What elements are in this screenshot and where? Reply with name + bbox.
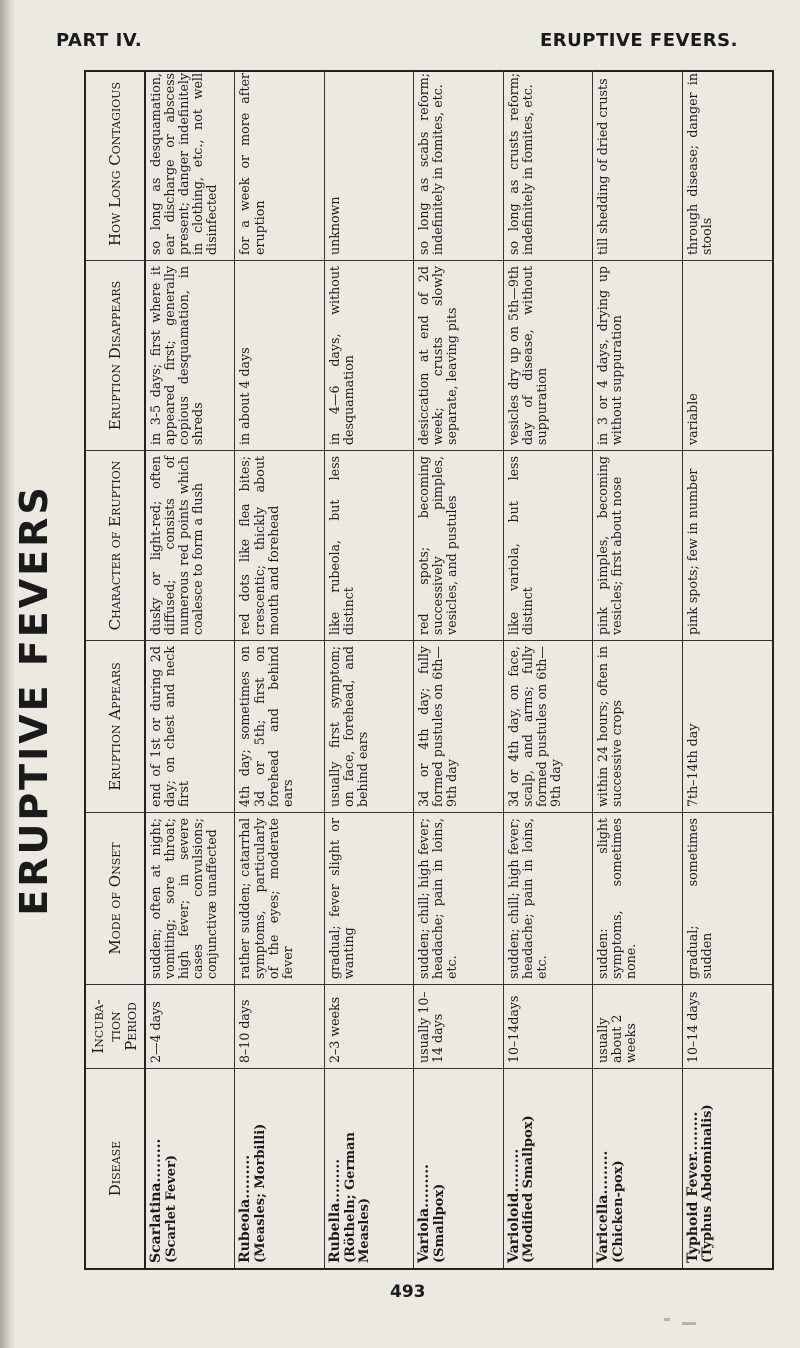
character-cell: like variola, but less distinct xyxy=(504,450,593,640)
disease-name: Rubeola......... xyxy=(237,1154,254,1263)
character-cell: like rubeola, but less distinct xyxy=(325,450,414,640)
disease-name-cell xyxy=(325,1068,414,1268)
contagious-cell: so long as desquamation, ear discharge or abscess present; danger indefinitely in clothing, etc., not well disinfected xyxy=(146,70,235,260)
disease-name: Typhoid Fever......... xyxy=(684,1111,701,1263)
character-cell: red dots like flea bites; crescentic; thickly about mouth and forehead xyxy=(235,450,324,640)
header-onset: Mode of Onset xyxy=(86,812,146,984)
character-cell: red spots; becoming successively pimples, vesicles, and pustules xyxy=(414,450,503,640)
incubation-cell: usually 10–14 days xyxy=(414,984,503,1068)
disease-alt-name: (Modified Smallpox) xyxy=(521,1115,537,1263)
header-eruption-appears: Eruption Appears xyxy=(86,640,146,812)
onset-cell: gradual; sometimes sudden xyxy=(683,812,772,984)
disease-name: Variola......... xyxy=(416,1164,433,1263)
disease-name: Varicella......... xyxy=(595,1150,612,1263)
disease-name-cell xyxy=(593,1068,682,1268)
onset-cell: sudden; often at night; vomiting; sore throat; high fever; in severe cases convulsions; conjunctivæ unaffected xyxy=(146,812,235,984)
header-character: Character of Eruption xyxy=(86,450,146,640)
disease-alt-name: (Smallpox) xyxy=(431,1183,447,1263)
header-disease: Disease xyxy=(86,1068,146,1268)
scan-speck xyxy=(682,1322,696,1325)
appears-cell: 7th–14th day xyxy=(683,640,772,812)
contagious-cell: so long as scabs reform; indefinitely in fomites, etc. xyxy=(414,70,503,260)
disappears-cell: in about 4 days xyxy=(235,260,324,450)
disease-alt-name: (Measles; Morbilli) xyxy=(253,1123,269,1263)
disease-alt-name: (Rötheln; German Measles) xyxy=(342,1132,373,1263)
side-title-text: ERUPTIVE FEVERS xyxy=(12,484,56,916)
disease-alt-name: (Typhus Abdominalis) xyxy=(700,1104,716,1263)
disappears-cell: in 3 or 4 days, drying up without suppuration xyxy=(593,260,682,450)
contagious-cell: unknown xyxy=(325,70,414,260)
disease-name: Scarlatina......... xyxy=(148,1138,164,1263)
disease-name: Rubella......... xyxy=(326,1158,343,1263)
incubation-cell: 2—4 days xyxy=(146,984,235,1068)
appears-cell: end of 1st or during 2d day; on chest and neck first xyxy=(146,640,235,812)
character-cell: dusky or light-red; often diffused; consists of numerous red points which coalesce to form a flush xyxy=(146,450,235,640)
eruptive-fevers-table xyxy=(84,70,774,1270)
incubation-cell: usually about 2 weeks xyxy=(593,984,682,1068)
disease-alt-name: (Scarlet Fever) xyxy=(163,1154,179,1263)
disappears-cell: vesicles dry up on 5th—9th day of disease, without suppuration xyxy=(504,260,593,450)
disease-name-cell xyxy=(235,1068,324,1268)
disease-name-cell xyxy=(146,1068,235,1268)
appears-cell: 4th day; sometimes on 3d or 5th; first on forehead and behind ears xyxy=(235,640,324,812)
header-contagious: How Long Contagious xyxy=(86,70,146,260)
contagious-cell: so long as crusts reform; indefinitely in fomites, etc. xyxy=(504,70,593,260)
incubation-cell: 2–3 weeks xyxy=(325,984,414,1068)
header-incubation: Incuba-tion Period xyxy=(86,984,146,1068)
scan-speck xyxy=(664,1318,670,1321)
contagious-cell: through disease; danger in stools xyxy=(684,73,714,255)
disease-alt-name: (Chicken-pox) xyxy=(610,1160,626,1263)
table-grid xyxy=(84,70,774,1270)
contagious-cell: for a week or more after eruption xyxy=(235,70,324,260)
incubation-cell: 10–14 days xyxy=(683,984,772,1068)
disease-name: Varioloid......... xyxy=(505,1148,522,1263)
character-cell: pink pimples, becoming vesicles; first about nose xyxy=(593,450,682,640)
running-head-left: PART IV. xyxy=(56,30,143,51)
onset-cell: sudden; chill; high fever; headache; pain in loins, etc. xyxy=(414,812,503,984)
page-number: 493 xyxy=(390,1282,426,1302)
disappears-cell: variable xyxy=(683,260,772,450)
running-head-right: ERUPTIVE FEVERS. xyxy=(540,30,738,51)
header-eruption-disappears: Eruption Disappears xyxy=(86,260,146,450)
disease-name-cell xyxy=(504,1068,593,1268)
disease-name-cell xyxy=(683,1068,772,1268)
appears-cell: 3d or 4th day; fully formed pustules on 6th—9th day xyxy=(414,640,503,812)
character-cell: pink spots; few in number xyxy=(683,450,772,640)
appears-cell: 3d or 4th day, on face, scalp, and arms; fully formed pustules on 6th—9th day xyxy=(504,640,593,812)
onset-cell: gradual; fever slight or wanting xyxy=(325,812,414,984)
contagious-cell: till shedding of dried crusts xyxy=(593,70,682,260)
disease-name-cell xyxy=(414,1068,503,1268)
onset-cell: sudden: slight symptoms, sometimes none. xyxy=(593,812,682,984)
appears-cell: usually first symptom; on face, forehead, and behind ears xyxy=(325,640,414,812)
appears-cell: within 24 hours; often in successive crops xyxy=(593,640,682,812)
disappears-cell: in 4—6 days, without desquamation xyxy=(325,260,414,450)
onset-cell: sudden; chill; high fever; headache; pain in loins, etc. xyxy=(504,812,593,984)
incubation-cell: 8–10 days xyxy=(235,984,324,1068)
disappears-cell: in 3-5 days; first where it appeared first; generally copious desquamation, in shreds xyxy=(146,260,235,450)
disappears-cell: desiccation at end of 2d week; crusts slowly separate, leaving pits xyxy=(414,260,503,450)
onset-cell: rather sudden; catarrhal symptoms, particularly of the eyes; moderate fever xyxy=(235,812,324,984)
incubation-cell: 10–14days xyxy=(504,984,593,1068)
